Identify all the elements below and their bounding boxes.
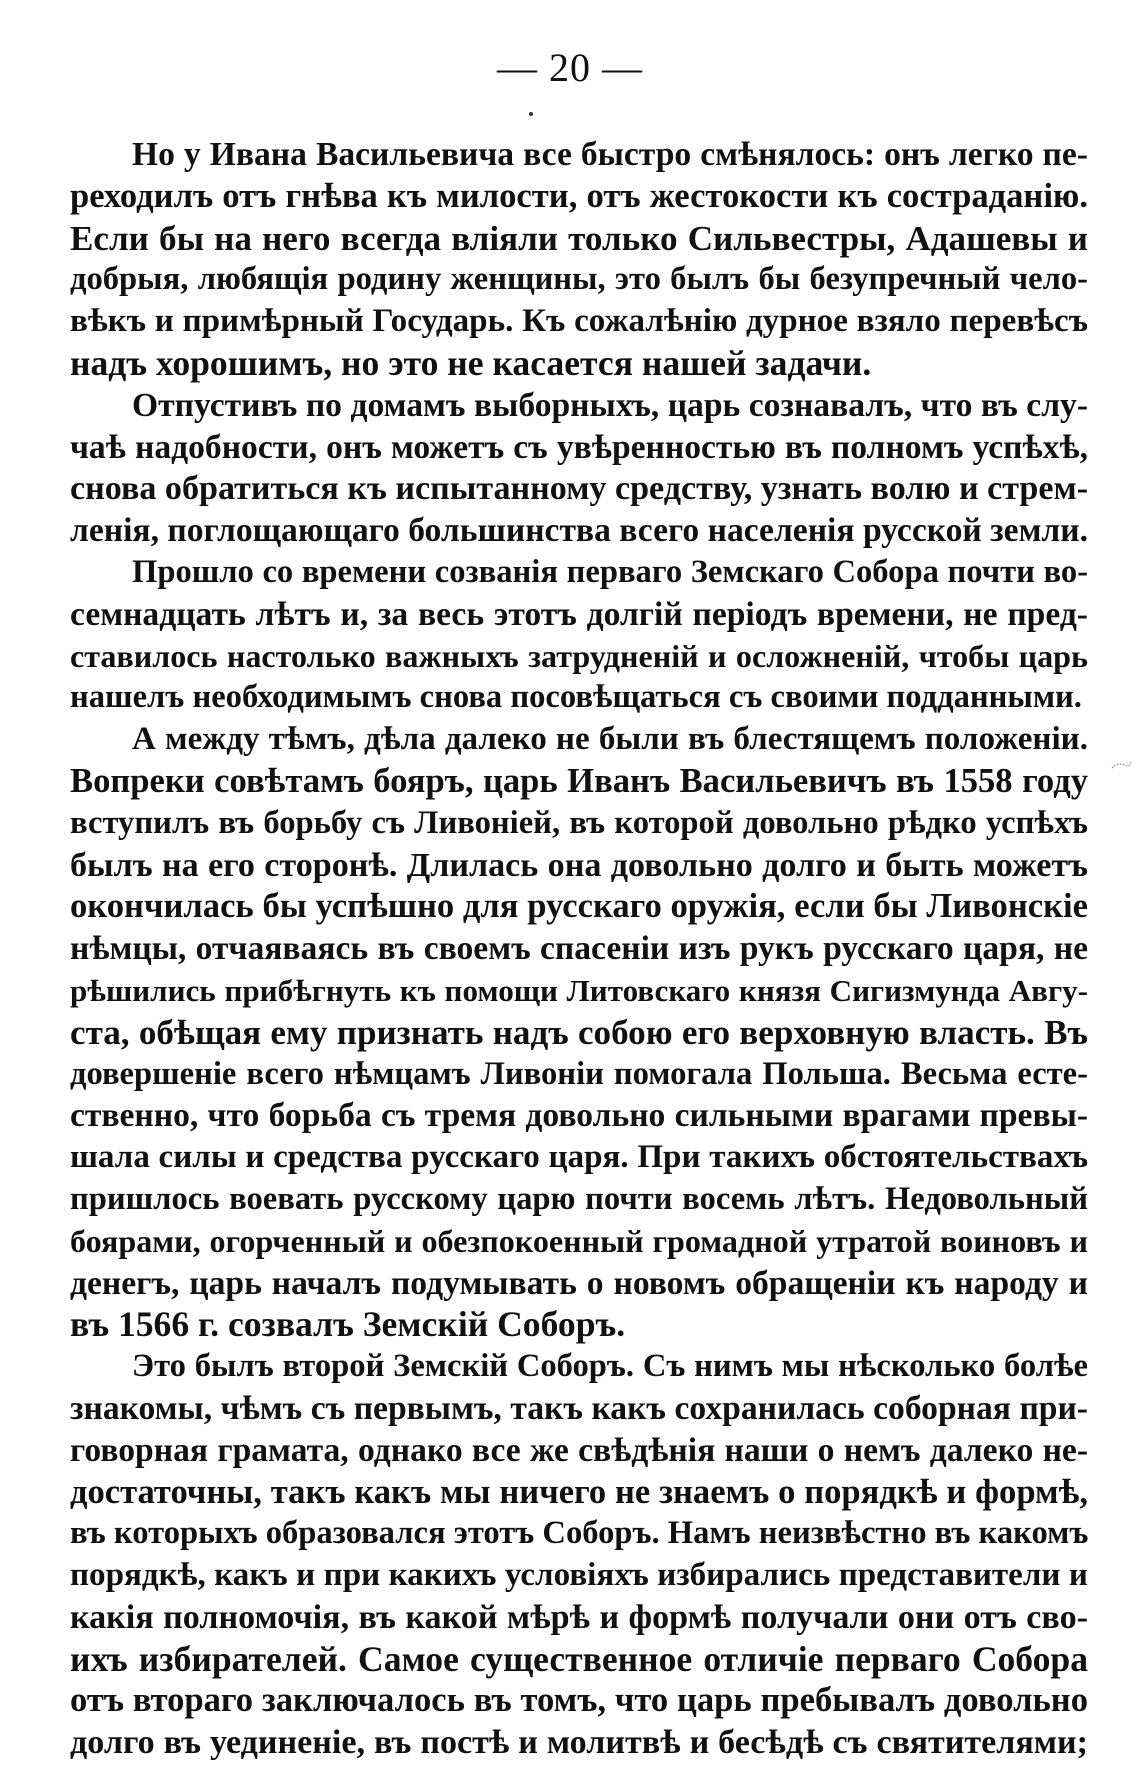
text-line: отъ втораго заключалось въ томъ, что царь пребывалъ довольно: [70, 1681, 1088, 1720]
text-line: нѣмцы, отчаяваясь въ своемъ спасеніи изъ рукъ русскаго царя, не: [70, 930, 1088, 968]
text-line: Отпустивъ по домамъ выборныхъ, царь сознавалъ, что въ слу-: [132, 386, 1088, 424]
text-line: въ 1566 г. созвалъ Земскій Соборъ.: [70, 1304, 626, 1345]
text-line: какія полномочія, въ какой мѣрѣ и формѣ получали они отъ сво-: [70, 1598, 1088, 1636]
text-line: реходилъ отъ гнѣва къ милости, отъ жестокости къ состраданію.: [70, 176, 1088, 215]
text-line: пришлось воевать русскому царю почти восемь лѣтъ. Недовольный: [70, 1180, 1088, 1217]
paragraph: [70, 552, 1088, 719]
text-line: денегъ, царь началъ подумывать о новомъ обращеніи къ народу и: [70, 1264, 1088, 1302]
text-line: ставилось настолько важныхъ затрудненій и осложненій, чтобы царь: [70, 637, 1088, 674]
text-line: въ которыхъ образовался этотъ Соборъ. Намъ неизвѣстно въ какомъ: [70, 1515, 1088, 1552]
text-line: А между тѣмъ, дѣла далеко не были въ блестящемъ положеніи.: [132, 721, 1088, 758]
body-text: [70, 134, 1088, 1764]
text-line: вѣкъ и примѣрный Государь. Къ сожалѣнію дурное взяло перевѣсъ: [70, 303, 1088, 340]
text-line: Но у Ивана Васильевича все быстро смѣнялось: онъ легко пе-: [132, 136, 1088, 173]
text-line: долго въ уединеніе, въ постѣ и молитвѣ и бесѣдѣ съ святителями;: [70, 1724, 1088, 1762]
text-line: шала силы и средства русскаго царя. При такихъ обстоятельствахъ: [70, 1139, 1088, 1176]
text-line: ленія, поглощающаго большинства всего населенія русской земли.: [70, 512, 1088, 550]
text-line: достаточны, такъ какъ мы ничего не знаемъ о порядкѣ и формѣ,: [70, 1472, 1088, 1511]
text-line: Прошло со времени созванія перваго Земскаго Собора почти во-: [132, 553, 1088, 590]
text-line: знакомы, чѣмъ съ первымъ, такъ какъ сохранилась соборная при-: [70, 1389, 1088, 1427]
text-line: чаѣ надобности, онъ можетъ съ увѣренностью въ полномъ успѣхѣ,: [70, 428, 1088, 466]
text-line: ста, обѣщая ему признать надъ собою его верховную власть. Въ: [70, 1012, 1088, 1052]
text-line: снова обратиться къ испытанному средству, узнать волю и стрем-: [70, 470, 1088, 508]
text-line: рѣшились прибѣгнуть къ помощи Литовскаго князя Сигизмунда Авгу-: [70, 972, 1088, 1008]
text-line: семнадцать лѣтъ и, за весь этотъ долгій періодъ времени, не пред-: [70, 595, 1088, 633]
text-line: ихъ избирателей. Самое существенное отличіе перваго Собора: [70, 1638, 1088, 1679]
text-line: надъ хорошимъ, но это не касается нашей задачи.: [70, 342, 872, 383]
text-line: былъ на его сторонѣ. Длилась она довольно долго и быть можетъ: [70, 846, 1088, 884]
text-line: добрыя, любящія родину женщины, это былъ бы безупречный чело-: [70, 261, 1088, 298]
paragraph: [70, 1346, 1088, 1764]
paragraph: [70, 385, 1088, 552]
text-line: Вопреки совѣтамъ бояръ, царь Иванъ Васильевичъ въ 1558 году: [70, 761, 1088, 800]
text-line: Это былъ второй Земскій Соборъ. Съ нимъ мы нѣсколько болѣе: [132, 1348, 1088, 1385]
text-line: Если бы на него всегда вліяли только Сильвестры, Адашевы и: [70, 218, 1088, 258]
page-number: — 20 —: [497, 45, 643, 90]
paragraph: [70, 719, 1088, 1346]
ink-speck: [529, 112, 533, 116]
text-line: порядкѣ, какъ и при какихъ условіяхъ избирались представители и: [70, 1557, 1088, 1594]
text-line: вступилъ въ борьбу съ Ливоніей, въ которой довольно рѣдко успѣхъ: [70, 804, 1088, 841]
text-line: говорная грамата, однако все же свѣдѣнія наши о немъ далеко не-: [70, 1431, 1088, 1469]
text-line: ственно, что борьба съ тремя довольно сильными врагами превы-: [70, 1097, 1088, 1135]
margin-smudge-icon: [1110, 758, 1132, 772]
text-line: окончилась бы успѣшно для русскаго оружія, если бы Ливонскіе: [70, 887, 1088, 926]
text-line: боярами, огорченный и обезпокоенный громадной утратой воиновъ и: [70, 1222, 1088, 1259]
paragraph: [70, 134, 1088, 385]
text-line: довершеніе всего нѣмцамъ Ливоніи помогала Польша. Весьма есте-: [70, 1055, 1088, 1092]
text-line: нашелъ необходимымъ снова посовѣщаться съ своими подданными.: [70, 679, 1082, 716]
